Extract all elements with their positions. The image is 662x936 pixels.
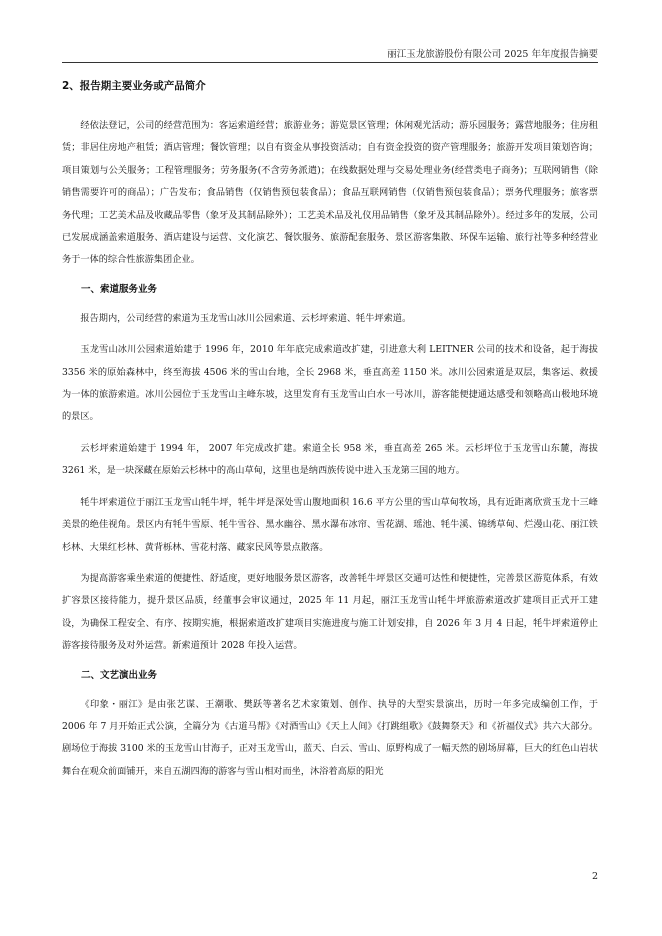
subheading-performance: 二、文艺演出业务 — [81, 669, 158, 681]
ropeway-paragraph: 玉龙雪山冰川公园索道始建于 1996 年，2010 年年底完成索道改扩建，引进意大利 LEITNER 公司的技术和设备，起于海拔 3356 米的原始森林中，终至海拔 4506 米的雪山台地，全长 2968 米，垂直高差 1150 米。冰川公园索道是双层，集客运、救援为一体的旅游索道。冰川公园位于玉龙雪山主峰东坡，这里发育有玉龙雪山白水一号冰川，游客能便捷通达感受和领略高山极地环境的景区。 — [62, 344, 598, 423]
performance-paragraph: 《印象・丽江》是由张艺谋、王潮歌、樊跃等著名艺术家策划、创作、执导的大型实景演出，历时一年多完成编创工作，于 2006 年 7 月开始正式公演，全篇分为《古道马帮》《对酒雪山》《天上人间》《打跳组歌》《鼓舞祭天》和《祈福仪式》共六大部分。剧场位于海拔 3100 米的玉龙雪山甘海子，正对玉龙雪山，蓝天、白云、雪山、原野构成了一幅天然的剧场屏幕，巨大的红色山岩状舞台在观众前面铺开，来自五湖四海的游客与雪山相对而坐，沐浴着高原的阳光 — [62, 698, 598, 777]
ropeway-paragraph: 报告期内，公司经营的索道为玉龙雪山冰川公园索道、云杉坪索道、牦牛坪索道。 — [80, 312, 412, 324]
ropeway-paragraph: 云杉坪索道始建于 1994 年， 2007 年完成改扩建。索道全长 958 米，垂直高差 265 米。云杉坪位于玉龙雪山东麓，海拔 3261 米，是一块深藏在原始云杉林中的高山草甸，这里也是纳西族传说中进入玉龙第三国的地方。 — [62, 442, 598, 477]
page-number: 2 — [591, 871, 598, 882]
subheading-ropeway: 一、索道服务业务 — [81, 283, 158, 295]
business-scope-paragraph: 经依法登记，公司的经营范围为：客运索道经营；旅游业务；游览景区管理；休闲观光活动；游乐园服务；露营地服务；住房租赁；非居住房地产租赁；酒店管理；餐饮管理；以自有资金从事投资活动；自有资金投资的资产管理服务；旅游开发项目策划咨询；项目策划与公关服务；工程管理服务；劳务服务(不含劳务派遣)；在线数据处理与交易处理业务(经营类电子商务)；互联网销售（除销售需要许可的商品）；广告发布；食品销售（仅销售预包装食品）；食品互联网销售（仅销售预包装食品）；票务代理服务；旅客票务代理；工艺美术品及收藏品零售（象牙及其制品除外）；工艺美术品及礼仪用品销售（象牙及其制品除外）。经过多年的发展，公司已发展成涵盖索道服务、酒店建设与运营、文化演艺、餐饮服务、旅游配套服务、景区游客集散、环保车运输、旅行社等多种经营业务于一体的综合性旅游集团企业。 — [62, 120, 598, 266]
header-rule — [62, 62, 598, 63]
report-content — [62, 78, 598, 792]
section-title: 2、报告期主要业务或产品简介 — [62, 80, 206, 92]
ropeway-paragraph: 为提高游客乘坐索道的便捷性、舒适度，更好地服务景区游客，改善牦牛坪景区交通可达性和便捷性，完善景区游览体系，有效扩容景区接待能力，提升景区品质，经董事会审议通过，2025 年 11 月起，丽江玉龙雪山牦牛坪旅游索道改扩建项目正式开工建设，为确保工程安全、有序、按期实施，根据索道改扩建项目实施进度与施工计划安排，自 2026 年 3 月 4 日起，牦牛坪索道停止游客接待服务及对外运营。新索道预计 2028 年投入运营。 — [62, 572, 598, 652]
ropeway-paragraph: 牦牛坪索道位于丽江玉龙雪山牦牛坪，牦牛坪是深处雪山腹地面积 16.6 平方公里的雪山草甸牧场，具有近距离欣赏玉龙十三峰美景的绝佳视角。景区内有牦牛雪原、牦牛雪谷、黑水幽谷、黑水瀑布冰帘、雪花湖、瑶池、牦牛溪、锦绣草甸、烂漫山花、丽江铁杉林、大果红杉林、黄背栎林、雪花村落、藏家民风等景点散落。 — [62, 496, 598, 553]
page-header: 丽江玉龙旅游股份有限公司 2025 年年度报告摘要 — [387, 49, 598, 60]
